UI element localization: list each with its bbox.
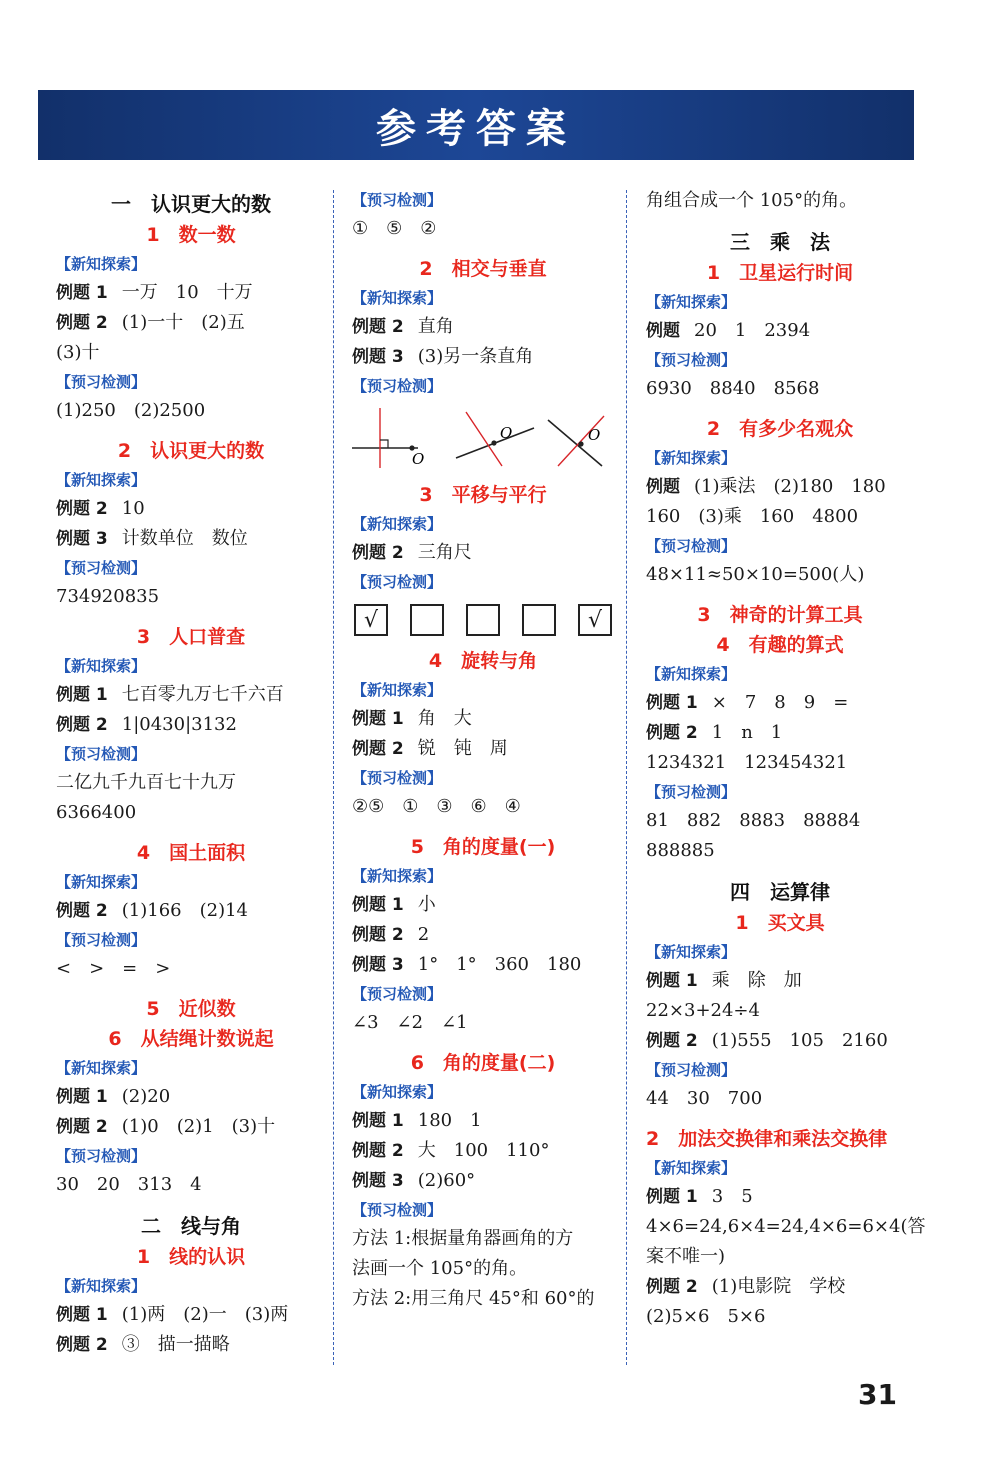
section-tag-explore: 【新知探索】 [352,289,443,307]
example-row [646,1026,914,1056]
example-row [352,734,614,764]
example-answer: (2)60° [417,1170,476,1191]
answer-line: 44 30 700 [646,1088,763,1109]
answer-line: 48×11≈50×10=500(人) [646,564,865,585]
point-label: O [500,424,513,442]
section-tag-explore: 【新知探索】 [56,873,147,891]
section-tag-explore: 【新知探索】 [56,1059,147,1077]
example-answer: (1)一十 (2)五 [121,312,245,333]
answer-line: 案不唯一) [646,1246,726,1267]
example-answer: 锐 钝 周 [417,738,508,759]
example-answer: 乘 除 加 [711,970,802,991]
section-tag-explore: 【新知探索】 [352,515,443,533]
example-row [56,1330,326,1360]
example-label: 例题 3 [56,529,108,549]
example-label: 例题 3 [352,955,404,975]
lesson-heading: 3 人口普查 [136,626,246,648]
example-answer: (1)0 (2)1 (3)十 [121,1116,276,1137]
unit-heading: 二 线与角 [141,1214,241,1238]
example-row [646,316,914,346]
example-label: 例题 2 [56,499,108,519]
example-label: 例题 1 [352,709,404,729]
lesson-heading: 1 卫星运行时间 [706,262,854,284]
example-row [352,1166,614,1196]
example-label: 例题 2 [56,313,108,333]
example-label: 例题 2 [352,1141,404,1161]
unit-heading: 一 认识更大的数 [111,192,271,216]
example-label: 例题 2 [352,543,404,563]
perpendicular-figure-1 [352,408,424,468]
answer-line: 1234321 123454321 [646,752,848,773]
example-label: 例题 2 [646,1031,698,1051]
answer-line: 角组合成一个 105°的角。 [646,190,858,211]
lesson-heading: 1 买文具 [735,912,825,934]
example-answer: ③ 描一描略 [121,1334,230,1355]
section-tag-explore: 【新知探索】 [352,1083,443,1101]
section-tag-explore: 【新知探索】 [352,867,443,885]
checkbox: √ [354,604,388,636]
example-answer: 小 [417,894,436,915]
example-row [646,472,914,502]
section-tag-check: 【预习检测】 [56,559,147,577]
section-tag-explore: 【新知探索】 [56,471,147,489]
answer-line: ②⑤ ① ③ ⑥ ④ [352,796,521,817]
example-label: 例题 1 [352,895,404,915]
example-row [352,1136,614,1166]
example-label: 例题 2 [56,1335,108,1355]
section-tag-check: 【预习检测】 [56,1147,147,1165]
lesson-heading: 1 数一数 [146,224,236,246]
example-row [56,308,326,338]
lesson-heading: 5 角的度量(一) [410,836,556,858]
example-label: 例题 2 [646,1277,698,1297]
lesson-heading: 2 认识更大的数 [117,440,265,462]
section-tag-check: 【预习检测】 [56,373,147,391]
section-tag-check: 【预习检测】 [352,769,443,787]
example-row [56,494,326,524]
perpendicular-figures [352,406,614,470]
example-answer: 180 1 [417,1110,482,1131]
section-tag-check: 【预习检测】 [352,985,443,1003]
example-row [352,1106,614,1136]
example-answer: 直角 [417,316,454,337]
section-tag-explore: 【新知探索】 [646,665,737,683]
section-tag-check: 【预习检测】 [56,745,147,763]
answer-column-1 [56,186,326,1360]
answer-column-2 [352,186,614,1314]
section-tag-explore: 【新知探索】 [646,1159,737,1177]
answer-line: 方法 1:根据量角器画角的方 [352,1228,574,1249]
unit-heading: 三 乘 法 [730,230,830,254]
lesson-heading: 2 加法交换律和乘法交换律 [646,1128,888,1150]
example-label: 例题 1 [56,685,108,705]
column-divider [333,190,334,1365]
example-label: 例题 2 [646,723,698,743]
answer-line: 法画一个 105°的角。 [352,1258,528,1279]
example-label: 例题 1 [646,971,698,991]
example-label: 例题 2 [56,901,108,921]
perpendicular-figure-3 [548,416,604,466]
example-answer: 角 大 [417,708,472,729]
checkbox: √ [578,604,612,636]
lesson-heading: 1 线的认识 [136,1246,246,1268]
page-number: 31 [858,1378,897,1411]
answer-line: 方法 2:用三角尺 45°和 60°的 [352,1288,595,1309]
answer-line: 734920835 [56,586,160,607]
answer-line: 二亿九千九百七十九万 [56,772,236,793]
answer-line: 6930 8840 8568 [646,378,820,399]
section-tag-explore: 【新知探索】 [56,657,147,675]
answer-line: < > = > [56,958,171,979]
section-tag-explore: 【新知探索】 [646,449,737,467]
title-banner [38,90,914,160]
example-label: 例题 2 [56,1117,108,1137]
example-label: 例题 1 [56,283,108,303]
example-answer: 大 100 110° [417,1140,550,1161]
example-row [646,966,914,996]
example-label: 例题 2 [56,715,108,735]
example-row [56,680,326,710]
example-answer: × 7 8 9 = [711,692,849,713]
section-tag-check: 【预习检测】 [352,377,443,395]
page-title: 参考答案 [376,105,576,152]
answer-line: (2)5×6 5×6 [646,1306,766,1327]
section-tag-check: 【预习检测】 [646,783,737,801]
answer-line: 81 882 8883 88884 [646,810,861,831]
lesson-heading: 3 平移与平行 [419,484,547,506]
section-tag-check: 【预习检测】 [646,351,737,369]
example-row [352,950,614,980]
example-row [56,1082,326,1112]
section-tag-explore: 【新知探索】 [646,293,737,311]
example-label: 例题 3 [352,1171,404,1191]
section-tag-check: 【预习检测】 [352,191,443,209]
answer-line: 160 (3)乘 160 4800 [646,506,859,527]
example-row [56,896,326,926]
answer-line: ① ⑤ ② [352,218,437,239]
section-tag-check: 【预习检测】 [56,931,147,949]
section-tag-check: 【预习检测】 [352,1201,443,1219]
example-answer: (1)电影院 学校 [711,1276,846,1297]
example-label: 例题 1 [646,1187,698,1207]
example-answer: 3 5 [711,1186,753,1207]
lesson-heading: 4 国土面积 [136,842,246,864]
example-label: 例题 1 [352,1111,404,1131]
example-answer: 一万 10 十万 [121,282,253,303]
example-answer: 2 [417,924,430,945]
example-answer: 三角尺 [417,542,472,563]
checkbox [410,604,444,636]
checkbox [466,604,500,636]
example-answer: (1)166 (2)14 [121,900,249,921]
section-tag-explore: 【新知探索】 [352,681,443,699]
lesson-heading: 6 角的度量(二) [410,1052,556,1074]
example-label: 例题 1 [646,693,698,713]
lesson-heading: 5 近似数 [146,998,236,1020]
example-answer: 1 n 1 [711,722,783,743]
example-row [646,1182,914,1212]
section-tag-check: 【预习检测】 [352,573,443,591]
unit-heading: 四 运算律 [730,880,830,904]
example-label: 例题 [646,477,680,497]
answer-line: 888885 [646,840,715,861]
example-label: 例题 1 [56,1087,108,1107]
point-label: O [412,450,425,468]
example-answer: 1|0430|3132 [121,714,237,735]
example-row [56,524,326,554]
example-label: 例题 3 [352,347,404,367]
perpendicular-diagram [352,406,614,470]
example-row [56,1112,326,1142]
example-row [352,920,614,950]
example-answer: 计数单位 数位 [121,528,248,549]
section-tag-explore: 【新知探索】 [56,1277,147,1295]
answer-line: (1)250 (2)2500 [56,400,206,421]
column-divider [626,190,627,1365]
section-tag-explore: 【新知探索】 [646,943,737,961]
answer-boxes [354,600,614,640]
example-label: 例题 1 [56,1305,108,1325]
answer-line: (3)十 [56,342,100,363]
section-tag-check: 【预习检测】 [646,1061,737,1079]
example-row [352,312,614,342]
section-tag-check: 【预习检测】 [646,537,737,555]
example-row [352,704,614,734]
example-row [352,342,614,372]
section-tag-explore: 【新知探索】 [56,255,147,273]
example-row [56,278,326,308]
lesson-heading: 3 神奇的计算工具 [697,604,863,626]
example-answer: 1° 1° 360 180 [417,954,582,975]
checkbox [522,604,556,636]
example-label: 例题 2 [352,317,404,337]
example-answer: (3)另一条直角 [417,346,534,367]
example-answer: 20 1 2394 [694,320,811,341]
answer-column-3 [646,186,926,1332]
example-row [646,688,914,718]
example-answer: (1)乘法 (2)180 180 [694,476,886,497]
example-answer: (1)两 (2)一 (3)两 [121,1304,289,1325]
answer-line: ∠3 ∠2 ∠1 [352,1012,468,1033]
example-answer: (2)20 [121,1086,171,1107]
lesson-heading: 6 从结绳计数说起 [108,1028,274,1050]
example-row [56,710,326,740]
perpendicular-figure-2 [456,412,534,466]
point-label: O [588,426,601,444]
lesson-heading: 2 相交与垂直 [419,258,547,280]
example-answer: 七百零九万七千六百 [121,684,284,705]
answer-line: 30 20 313 4 [56,1174,202,1195]
answer-line: 4×6=24,6×4=24,4×6=6×4(答 [646,1216,926,1237]
answer-line: 6366400 [56,802,137,823]
example-answer: 10 [121,498,145,519]
example-label: 例题 2 [352,739,404,759]
lesson-heading: 4 旋转与角 [428,650,538,672]
example-row [646,718,914,748]
answer-line: 22×3+24÷4 [646,1000,760,1021]
example-label: 例题 [646,321,680,341]
lesson-heading: 2 有多少名观众 [706,418,854,440]
example-label: 例题 2 [352,925,404,945]
example-row [352,890,614,920]
example-row [352,538,614,568]
lesson-heading: 4 有趣的算式 [716,634,844,656]
example-row [56,1300,326,1330]
example-answer: (1)555 105 2160 [711,1030,888,1051]
example-row [646,1272,914,1302]
